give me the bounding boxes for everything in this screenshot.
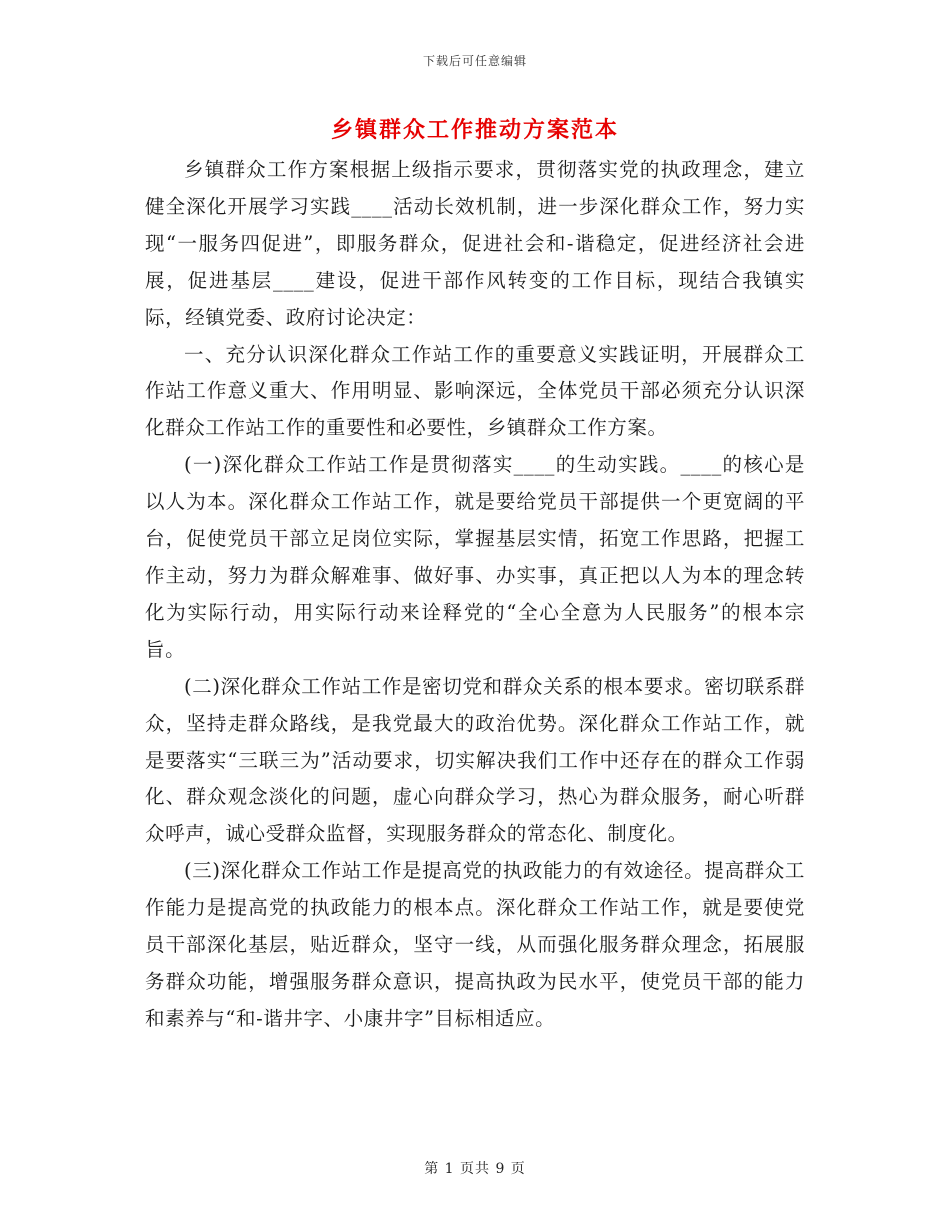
paragraph-item-3: (三)深化群众工作站工作是提高党的执政能力的有效途径。提高群众工作能力是提高党的执政能力的根本点。深化群众工作站工作，就是要使党员干部深化基层，贴近群众，坚守一线，从而强化服务群众理念，拓展服务群众功能，增强服务群众意识，提高执政为民水平，使党员干部的能力和素养与“和-谐井字、小康井字”目标相适应。 xyxy=(145,859,805,1030)
paragraph-intro: 乡镇群众工作方案根据上级指示要求，贯彻落实党的执政理念，建立健全深化开展学习实践____活动长效机制，进一步深化群众工作，努力实现“一服务四促进”，即服务群众，促进社会和-谐稳定，促进经济社会进展，促进基层____建设，促进干部作风转变的工作目标，现结合我镇实际，经镇党委、政府讨论决定： xyxy=(145,158,805,329)
paragraph-item-1: (一)深化群众工作站工作是贯彻落实____的生动实践。____的核心是以人为本。深化群众工作站工作，就是要给党员干部提供一个更宽阔的平台，促使党员干部立足岗位实际，掌握基层实情，拓宽工作思路，把握工作主动，努力为群众解难事、做好事、办实事，真正把以人为本的理念转化为实际行动，用实际行动来诠释党的“全心全意为人民服务”的根本宗旨。 xyxy=(145,453,805,661)
paragraph-section-1: 一、充分认识深化群众工作站工作的重要意义实践证明，开展群众工作站工作意义重大、作用明显、影响深远，全体党员干部必须充分认识深化群众工作站工作的重要性和必要性，乡镇群众工作方案。 xyxy=(145,342,805,440)
paragraph-item-2: (二)深化群众工作站工作是密切党和群众关系的根本要求。密切联系群众，坚持走群众路线，是我党最大的政治优势。深化群众工作站工作，就是要落实“三联三为”活动要求，切实解决我们工作中还存在的群众工作弱化、群众观念淡化的问题，虚心向群众学习，热心为群众服务，耐心听群众呼声，诚心受群众监督，实现服务群众的常态化、制度化。 xyxy=(145,674,805,846)
document-body xyxy=(145,152,805,1038)
header-note: 下载后可任意编辑 xyxy=(422,54,527,68)
document-title: 乡镇群众工作推动方案范本 xyxy=(330,117,619,143)
page-footer: 第 1 页共 9 页 xyxy=(424,1161,526,1177)
